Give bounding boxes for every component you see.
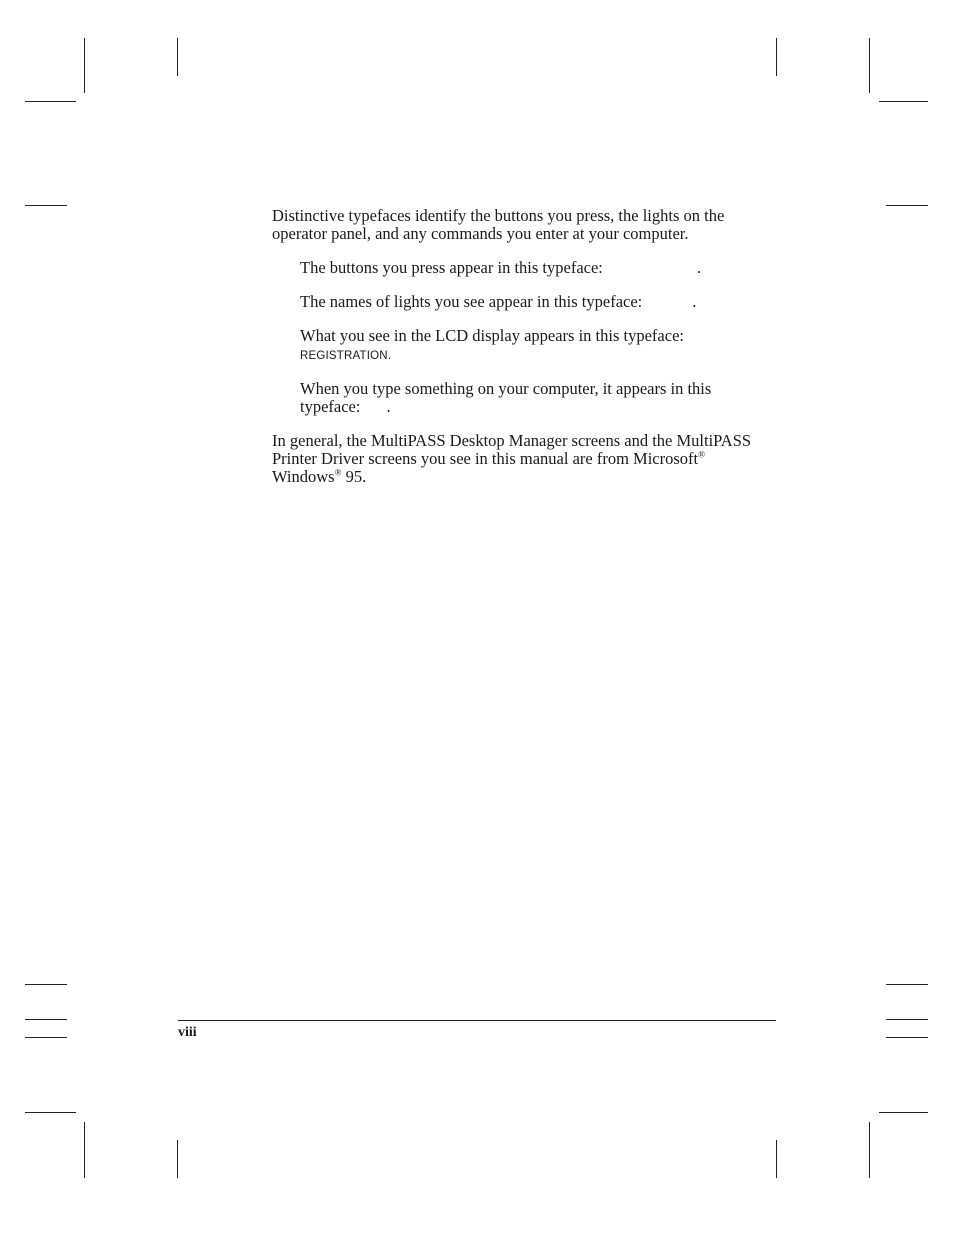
crop-mark [886, 1019, 928, 1020]
crop-mark [84, 1122, 85, 1178]
crop-mark [879, 101, 928, 102]
crop-mark [84, 38, 85, 93]
closing-paragraph [272, 432, 772, 486]
crop-mark [879, 1112, 928, 1113]
crop-mark [25, 984, 67, 985]
registered-mark: ® [334, 467, 342, 478]
crop-mark [869, 38, 870, 93]
item-end: . [692, 292, 697, 311]
closing-text: In general, the MultiPASS Desktop Manager screens and the MultiPASS Printer Driver screens you see in this manual are from Microsoft [272, 431, 752, 468]
crop-mark [25, 1112, 76, 1113]
list-item [300, 327, 772, 364]
item-text: The buttons you press appear in this typeface: [300, 258, 603, 277]
item-end: . [696, 258, 701, 277]
crop-mark [25, 101, 76, 102]
footer-rule [178, 1020, 776, 1021]
registered-mark: ® [698, 449, 705, 460]
version-text: 95. [341, 467, 367, 486]
list-item [300, 380, 750, 416]
crop-mark [25, 1037, 67, 1038]
item-text: When you type something on your computer, it appears in this typeface: [300, 379, 712, 416]
list-item [300, 293, 772, 311]
crop-mark [25, 1019, 67, 1020]
body-text [272, 207, 772, 486]
intro-paragraph: Distinctive typefaces identify the buttons you press, the lights on the operator panel, and any commands you enter at your computer. [272, 206, 725, 243]
crop-mark [177, 38, 178, 76]
crop-mark [886, 205, 928, 206]
crop-mark [869, 1122, 870, 1178]
page-number: viii [178, 1025, 197, 1040]
crop-mark [177, 1140, 178, 1178]
lcd-sample: REGISTRATION [300, 350, 388, 362]
list-item [300, 259, 772, 277]
crop-mark [886, 984, 928, 985]
windows-text: Windows [272, 467, 335, 486]
crop-mark [776, 1140, 777, 1178]
item-end: . [386, 397, 391, 416]
crop-mark [776, 38, 777, 76]
item-end: . [387, 350, 392, 362]
crop-mark [886, 1037, 928, 1038]
item-text: What you see in the LCD display appears in this typeface: [300, 326, 684, 345]
item-text: The names of lights you see appear in this typeface: [300, 292, 643, 311]
crop-mark [25, 205, 67, 206]
